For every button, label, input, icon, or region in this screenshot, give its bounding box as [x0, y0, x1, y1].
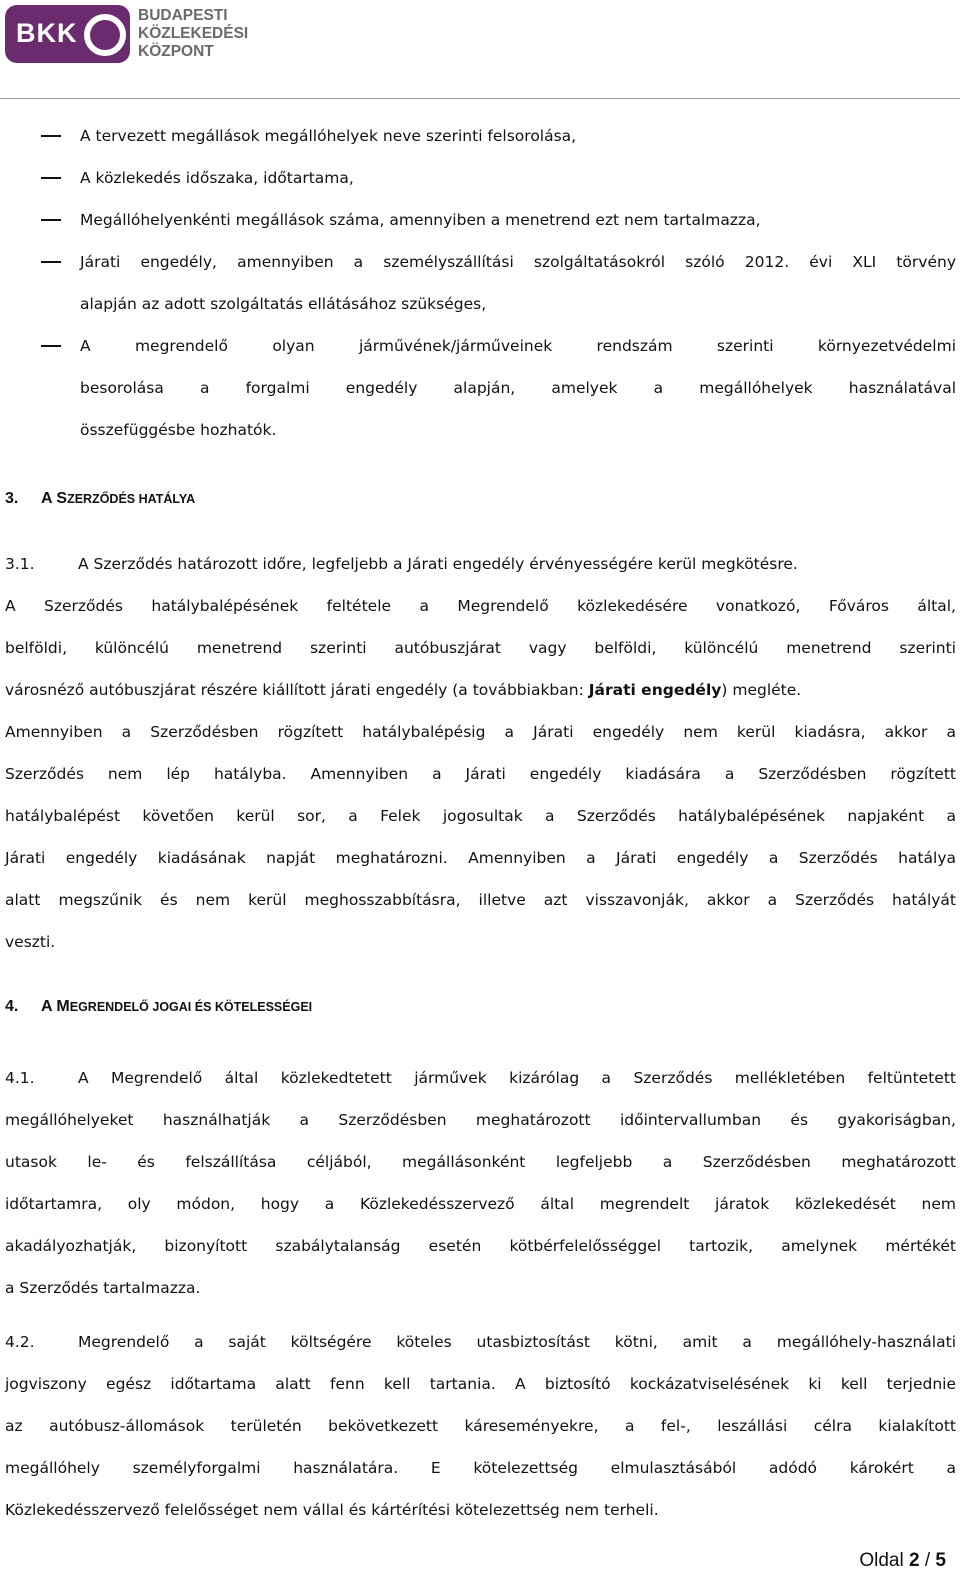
clause-text: Megrendelő a saját költségére köteles utasbiztosítást kötni, amit a megállóhely-használati — [78, 1333, 956, 1351]
paragraph-line: veszti. — [5, 933, 56, 951]
list-item-text: A tervezett megállások megállóhelyek neve szerinti felsorolása, — [80, 127, 577, 145]
paragraph-line: belföldi, különcélú menetrend szerinti autóbuszjárat vagy belföldi, különcélú menetrend szerinti — [5, 639, 956, 657]
logo-wordmark — [138, 7, 248, 61]
logo-line: KÖZLEKEDÉSI — [138, 25, 249, 42]
bkk-logo — [5, 5, 130, 63]
text-run: ) megléte. — [721, 681, 802, 699]
dash-bullet-icon — [41, 135, 61, 137]
paragraph-line: utasok le- és felszállítása céljából, megállásonként legfeljebb a Szerződésben meghatározott — [5, 1153, 956, 1171]
logo-ring-icon — [84, 14, 126, 56]
list-item-text: alapján az adott szolgáltatás ellátásához szükséges, — [80, 295, 487, 313]
paragraph-line: hatálybalépést követően kerül sor, a Felek jogosultak a Szerződés hatálybalépésének napjaként a — [5, 807, 956, 825]
current-page: 2 — [909, 1550, 920, 1571]
header-divider — [0, 98, 960, 99]
text-run: városnéző autóbuszjárat részére kiállított járati engedély (a továbbiakban: — [5, 681, 589, 699]
total-pages: 5 — [935, 1550, 946, 1571]
defined-term: Járati engedély — [588, 681, 722, 699]
paragraph-line: megállóhelyeket használhatják a Szerződésben meghatározott időintervallumban és gyakoriságban, — [5, 1111, 956, 1129]
list-item-text: Járati engedély, amennyiben a személyszállítási szolgáltatásokról szóló 2012. évi XLI törvény — [80, 253, 956, 271]
paragraph-line: Amennyiben a Szerződésben rögzített hatálybalépésig a Járati engedély nem kerül kiadásra, akkor a — [5, 723, 956, 741]
paragraph-line: A Szerződés hatálybalépésének feltétele a Megrendelő közlekedésére vonatkozó, Főváros által, — [5, 597, 956, 615]
paragraph-line: időtartamra, oly módon, hogy a Közlekedésszervező által megrendelt járatok közlekedését nem — [5, 1195, 956, 1213]
section-title-initial: S — [56, 490, 68, 507]
list-item-text: összefüggésbe hozhatók. — [80, 421, 277, 439]
list-item-text: A közlekedés időszaka, időtartama, — [80, 169, 354, 187]
paragraph-line: az autóbusz-állomások területén bekövetkezett káreseményekre, a fel-, leszállási célra kialakított — [5, 1417, 956, 1435]
clause-text: A Szerződés határozott időre, legfeljebb a Járati engedély érvényességére kerül megkötésre. — [78, 555, 798, 573]
list-item-text: Megállóhelyenkénti megállások száma, amennyiben a menetrend ezt nem tartalmazza, — [80, 211, 761, 229]
section-title: EGRENDELŐ JOGAI ÉS KÖTELESSÉGEI — [69, 1000, 313, 1014]
clause-number: 4.2. — [5, 1333, 35, 1351]
paragraph-line — [5, 543, 956, 585]
paragraph-line — [5, 669, 956, 711]
paragraph-line: Közlekedésszervező felelősséget nem vállal és kártérítési kötelezettség nem terheli. — [5, 1501, 659, 1519]
paragraph-line: megállóhely személyforgalmi használatára. E kötelezettség elmulasztásából adódó károkért a — [5, 1459, 956, 1477]
paragraph-line: Szerződés nem lép hatályba. Amennyiben a Járati engedély kiadására a Szerződésben rögzített — [5, 765, 956, 783]
paragraph-line: jogviszony egész időtartama alatt fenn kell tartania. A biztosító kockázatviselésének ki kell terjednie — [5, 1375, 956, 1393]
list-item-text: besorolása a forgalmi engedély alapján, amelyek a megállóhelyek használatával — [80, 379, 956, 397]
paragraph-line: akadályozhatják, bizonyított szabálytalanság esetén kötbérfelelősséggel tartozik, amelynek mértékét — [5, 1237, 956, 1255]
clause-text: A Megrendelő által közlekedtetett járművek kizárólag a Szerződés mellékletében feltüntetett — [78, 1069, 956, 1087]
section-title-initial: M — [56, 998, 70, 1015]
logo-line: BUDAPESTI — [138, 7, 228, 24]
page-header — [0, 0, 960, 100]
page-separator: / — [919, 1550, 936, 1571]
logo-line: KÖZPONT — [138, 43, 214, 60]
section-number: 3. — [5, 490, 19, 507]
paragraph-line: a Szerződés tartalmazza. — [5, 1279, 201, 1297]
clause-number: 3.1. — [5, 555, 35, 573]
dash-bullet-icon — [41, 177, 61, 179]
logo-mark: BKK — [16, 18, 78, 48]
section-title-article: A — [41, 998, 57, 1015]
page-number — [859, 1550, 946, 1572]
dash-bullet-icon — [41, 345, 61, 347]
paragraph-line: alatt megszűnik és nem kerül meghosszabbításra, illetve azt visszavonják, akkor a Szerződés hatályát — [5, 891, 956, 909]
dash-bullet-icon — [41, 219, 61, 221]
paragraph-line — [5, 1057, 956, 1099]
paragraph-line — [5, 1321, 956, 1363]
section-heading — [5, 490, 195, 508]
section-number: 4. — [5, 998, 19, 1015]
clause-number: 4.1. — [5, 1069, 35, 1087]
section-title: ZERZŐDÉS HATÁLYA — [67, 492, 196, 506]
page-label: Oldal — [859, 1550, 909, 1571]
dash-bullet-icon — [41, 261, 61, 263]
paragraph-line: Járati engedély kiadásának napját meghatározni. Amennyiben a Járati engedély a Szerződés hatálya — [5, 849, 956, 867]
section-title-article: A — [41, 490, 57, 507]
section-heading — [5, 998, 312, 1016]
list-item-text: A megrendelő olyan járművének/járműveinek rendszám szerinti környezetvédelmi — [80, 337, 956, 355]
